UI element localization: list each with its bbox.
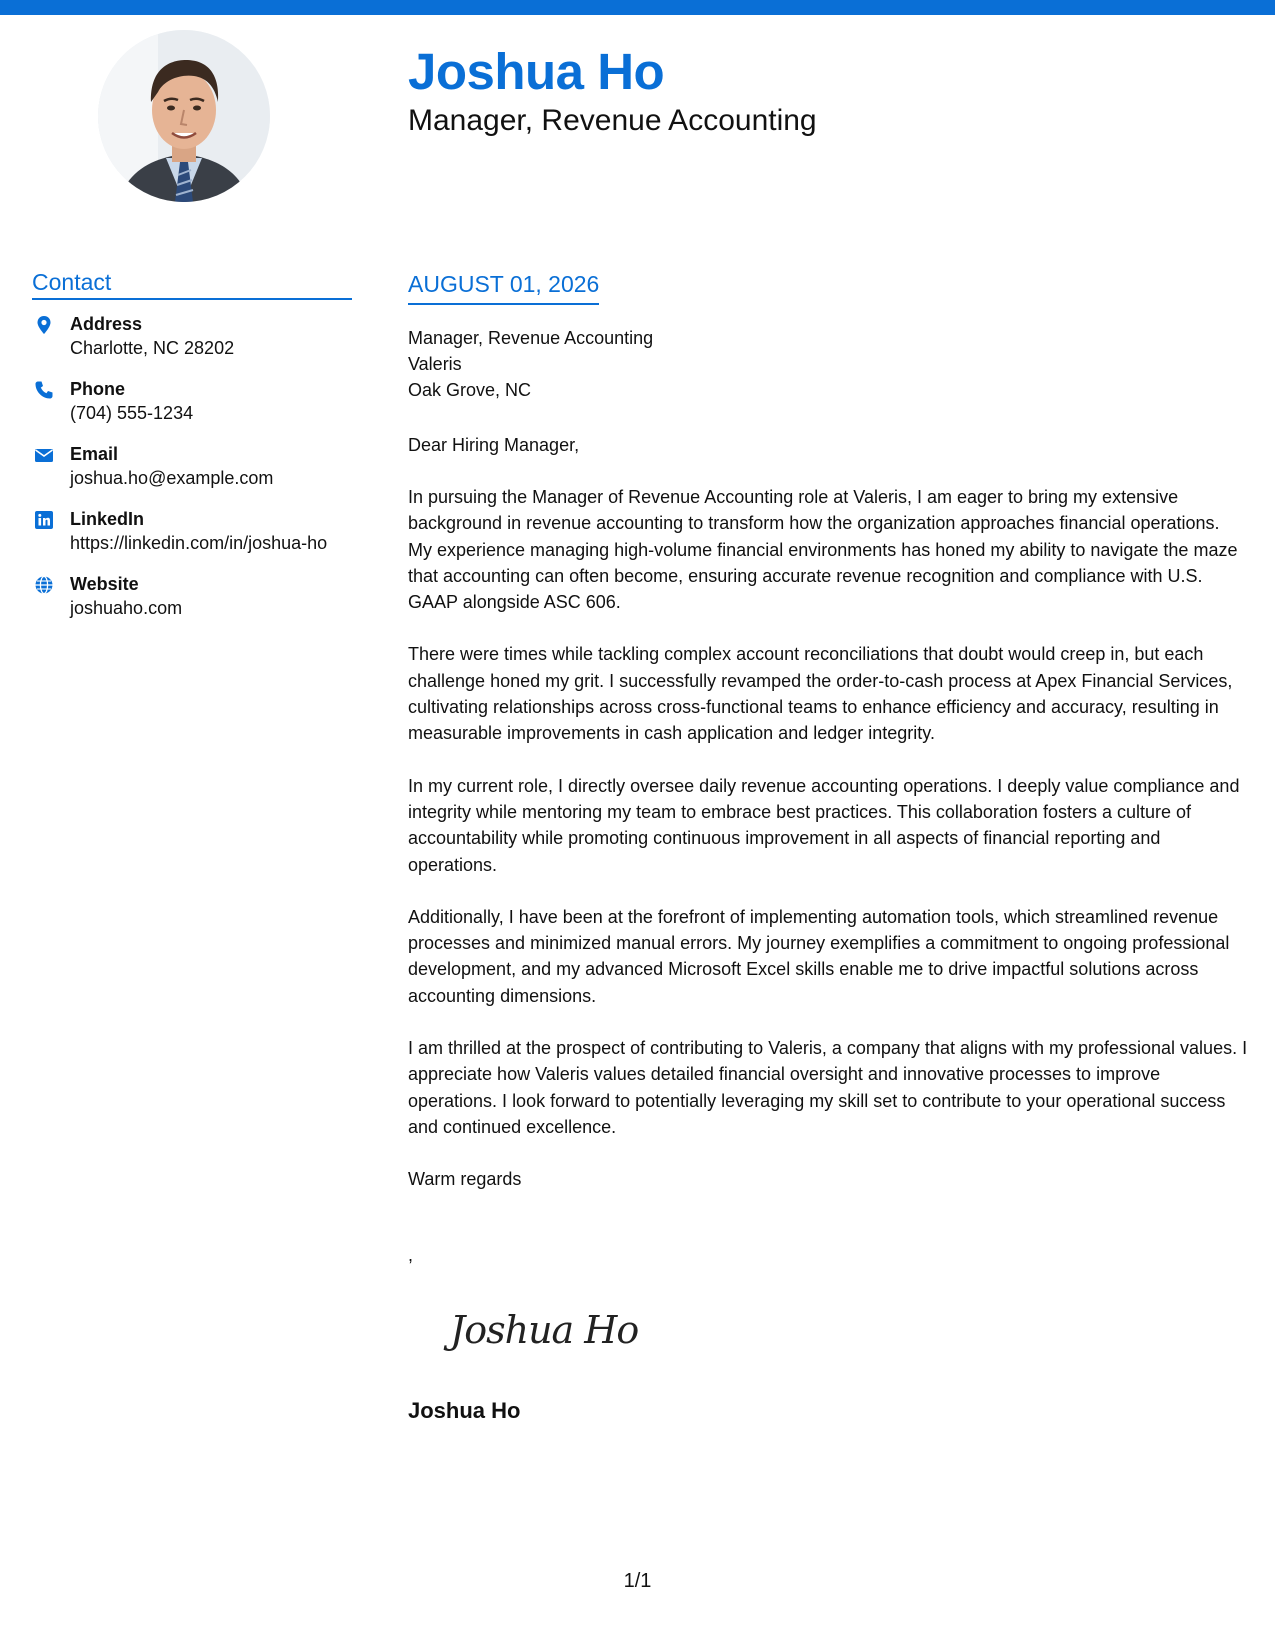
map-pin-icon [34,315,54,335]
job-title: Manager, Revenue Accounting [408,104,817,137]
contact-label: Phone [70,379,126,399]
contact-value: Charlotte, NC 28202 [70,338,235,358]
website-link[interactable]: joshuaho.com [70,598,183,618]
contact-value: joshua.ho@example.com [70,468,274,488]
letter-paragraph: Additionally, I have been at the forefront of implementing automation tools, which streamlined revenue processes and minimized manual errors. My journey exemplifies a commitment to ongoing professional development, and my advanced Microsoft Excel skills enable me to drive impactful solutions across accounting dimensions. [408,906,1230,1006]
handwritten-signature: Joshua Ho [450,1308,639,1352]
contact-heading: Contact [32,268,352,300]
contact-item-website [32,572,352,620]
letter-paragraph: I am thrilled at the prospect of contributing to Valeris, a company that aligns with my professional values. I appreciate how Valeris values detailed financial oversight and innovative processes to improve operations. I look forward to potentially leveraging my skill set to contribute to your operational success and continued excellence. [408,1038,1248,1137]
contact-item-linkedin [32,507,352,555]
contact-item-email [32,442,352,490]
letter-paragraph: In my current role, I directly oversee daily revenue accounting operations. I deeply value compliance and integrity while mentoring my team to embrace best practices. This collaboration fosters a culture of accountability while promoting continuous improvement in all aspects of financial reporting and operations. [408,775,1240,875]
contact-item-address [32,312,352,360]
avatar [98,30,270,202]
contact-item-phone [32,377,352,425]
recipient-block [408,325,1248,403]
contact-label: Address [70,314,143,334]
contact-sidebar [32,268,352,637]
salutation: Dear Hiring Manager, [408,435,580,455]
linkedin-link[interactable]: https://linkedin.com/in/joshua-ho [70,533,328,553]
globe-icon [34,575,54,595]
candidate-name: Joshua Ho [408,43,665,100]
letter-date: AUGUST 01, 2026 [408,268,599,305]
envelope-icon [34,445,54,465]
recipient-company: Valeris [408,354,462,374]
letter-paragraph: There were times while tackling complex account reconciliations that doubt would creep in, but each challenge honed my grit. I successfully revamped the order-to-cash process at Apex Financial Services, cultivating relationships across cross-functional teams to enhance efficiency and accuracy, resulting in measurable improvements in cash application and ledger integrity. [408,644,1233,744]
letter-paragraph: In pursuing the Manager of Revenue Accounting role at Valeris, I am eager to bring my extensive background in revenue accounting to transform how the organization approaches financial operations. My experience managing high-volume financial environments has honed my ability to navigate the maze that accounting can often become, ensuring accurate revenue recognition and compliance with U.S. GAAP alongside ASC 606. [408,487,1238,613]
top-accent-bar [0,0,1275,15]
closing: Warm regards [408,1169,522,1190]
contact-label: Email [70,444,119,464]
closing-comma: , [408,1245,414,1266]
recipient-location: Oak Grove, NC [408,380,532,400]
page-number: 1/1 [623,1570,652,1592]
contact-label: LinkedIn [70,509,145,529]
linkedin-icon [34,510,54,530]
contact-label: Website [70,574,139,594]
signer-name: Joshua Ho [408,1398,521,1423]
letter-body [408,268,1248,1268]
recipient-title: Manager, Revenue Accounting [408,328,654,348]
contact-value: (704) 555-1234 [70,403,194,423]
phone-icon [34,380,54,400]
